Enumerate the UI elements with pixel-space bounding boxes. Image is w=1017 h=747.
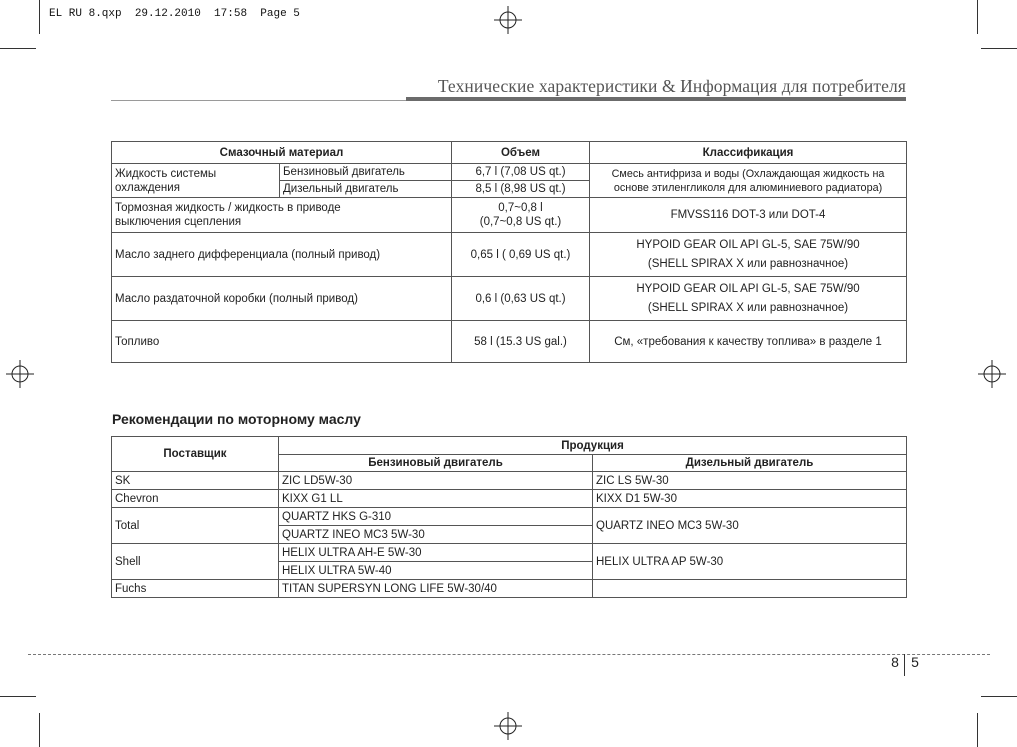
coolant-label-line1: Жидкость системы: [115, 167, 217, 180]
supplier-cell: Shell: [112, 544, 279, 580]
transfer-class-line2: (SHELL SPIRAX X или равнозначное): [647, 301, 849, 314]
rear-diff-class-line1: HYPOID GEAR OIL API GL-5, SAE 75W/90: [636, 238, 860, 251]
coolant-petrol-label: Бензиновый двигатель: [280, 164, 452, 181]
diesel-oil-cell: QUARTZ INEO MC3 5W-30: [593, 508, 907, 544]
registration-mark-top-icon: [494, 6, 522, 34]
coolant-class-line2: основе этиленгликоля для алюминиевого радиатора): [613, 181, 883, 194]
table-row: [112, 233, 907, 277]
registration-mark-bottom-icon: [494, 712, 522, 740]
crop-mark-top-left-v: [39, 0, 40, 34]
petrol-oil-cell: ZIC LD5W-30: [279, 472, 593, 490]
supplier-cell: SK: [112, 472, 279, 490]
rear-diff-classification: [590, 233, 907, 277]
table-row: [112, 472, 907, 490]
supplier-cell: Fuchs: [112, 580, 279, 598]
brake-volume-line2: (0,7~0,8 US qt.): [479, 216, 562, 228]
header-rule-accent: [406, 97, 906, 101]
diesel-oil-cell: [593, 580, 907, 598]
rear-diff-label: Масло заднего дифференциала (полный привод): [112, 233, 452, 277]
transfer-case-classification: [590, 277, 907, 321]
engine-oil-table: [111, 436, 907, 598]
table-row: [112, 277, 907, 321]
crop-mark-top-right-h: [981, 48, 1017, 49]
rear-diff-volume: 0,65 l ( 0,69 US qt.): [452, 233, 590, 277]
transfer-case-volume: 0,6 l (0,63 US qt.): [452, 277, 590, 321]
brake-label-line1: Тормозная жидкость / жидкость в приводе: [115, 202, 341, 214]
crop-mark-top-left-h: [0, 48, 36, 49]
footer-rule: [28, 654, 990, 655]
brake-label-line2: выключения сцепления: [115, 216, 242, 228]
registration-mark-right-icon: [978, 360, 1006, 388]
slug-file: EL RU 8.qxp: [49, 8, 122, 20]
supplier-cell: Chevron: [112, 490, 279, 508]
petrol-oil-cell: HELIX ULTRA 5W-40: [279, 562, 593, 580]
header-lubricant: Смазочный материал: [112, 142, 452, 164]
petrol-oil-cell: QUARTZ INEO MC3 5W-30: [279, 526, 593, 544]
table-row: [112, 580, 907, 598]
registration-mark-left-icon: [6, 360, 34, 388]
diesel-oil-cell: KIXX D1 5W-30: [593, 490, 907, 508]
coolant-diesel-volume: 8,5 l (8,98 US qt.): [452, 181, 590, 198]
petrol-oil-cell: KIXX G1 LL: [279, 490, 593, 508]
fuel-classification: См, «требования к качеству топлива» в разделе 1: [590, 321, 907, 363]
section-number: 8: [891, 654, 899, 670]
table-header-row: [112, 142, 907, 164]
brake-fluid-volume: [452, 198, 590, 233]
transfer-case-label: Масло раздаточной коробки (полный привод): [112, 277, 452, 321]
fuel-volume: 58 l (15.3 US gal.): [452, 321, 590, 363]
slug-date: 29.12.2010: [134, 8, 201, 20]
crop-mark-top-right-v: [977, 0, 978, 34]
brake-fluid-label: [112, 198, 452, 233]
section-title: Рекомендации по моторному маслу: [112, 411, 361, 427]
petrol-oil-cell: QUARTZ HKS G-310: [279, 508, 593, 526]
diesel-oil-cell: HELIX ULTRA AP 5W-30: [593, 544, 907, 580]
header-volume: Объем: [452, 142, 590, 164]
diesel-oil-cell: ZIC LS 5W-30: [593, 472, 907, 490]
table-row: [112, 198, 907, 233]
crop-mark-bottom-right-h: [981, 696, 1017, 697]
table-row: [112, 321, 907, 363]
brake-volume-line1: 0,7~0,8 l: [498, 202, 543, 214]
page-header-title: Технические характеристики & Информация для потребителя: [437, 76, 906, 96]
header-supplier: Поставщик: [112, 437, 279, 472]
header-petrol-engine: Бензиновый двигатель: [279, 455, 593, 472]
lubricants-table: [111, 141, 907, 363]
coolant-class-line1: Смесь антифриза и воды (Охлаждающая жидкость на: [611, 167, 885, 180]
petrol-oil-cell: HELIX ULTRA AH-E 5W-30: [279, 544, 593, 562]
crop-mark-bottom-left-v: [39, 713, 40, 747]
slug-time: 17:58: [214, 8, 248, 20]
coolant-diesel-label: Дизельный двигатель: [280, 181, 452, 198]
table-header-row: [112, 437, 907, 455]
table-row: [112, 544, 907, 562]
transfer-class-line1: HYPOID GEAR OIL API GL-5, SAE 75W/90: [636, 282, 860, 295]
header-diesel-engine: Дизельный двигатель: [593, 455, 907, 472]
rear-diff-class-line2: (SHELL SPIRAX X или равнозначное): [647, 257, 849, 270]
coolant-label: [112, 164, 280, 198]
table-row: [112, 508, 907, 526]
page-number: 5: [911, 654, 919, 670]
brake-fluid-classification: FMVSS116 DOT-3 или DOT-4: [590, 198, 907, 233]
table-row: [112, 164, 907, 181]
page-number-separator: [904, 654, 905, 676]
header-products: Продукция: [279, 437, 907, 455]
crop-mark-bottom-right-v: [977, 713, 978, 747]
supplier-cell: Total: [112, 508, 279, 544]
slug-page: Page 5: [260, 8, 300, 20]
table-row: [112, 490, 907, 508]
print-slug: [49, 8, 300, 20]
coolant-classification: [590, 164, 907, 198]
petrol-oil-cell: TITAN SUPERSYN LONG LIFE 5W-30/40: [279, 580, 593, 598]
fuel-label: Топливо: [112, 321, 452, 363]
header-classification: Классификация: [590, 142, 907, 164]
crop-mark-bottom-left-h: [0, 696, 36, 697]
coolant-label-line2: охлаждения: [115, 181, 180, 194]
coolant-petrol-volume: 6,7 l (7,08 US qt.): [452, 164, 590, 181]
